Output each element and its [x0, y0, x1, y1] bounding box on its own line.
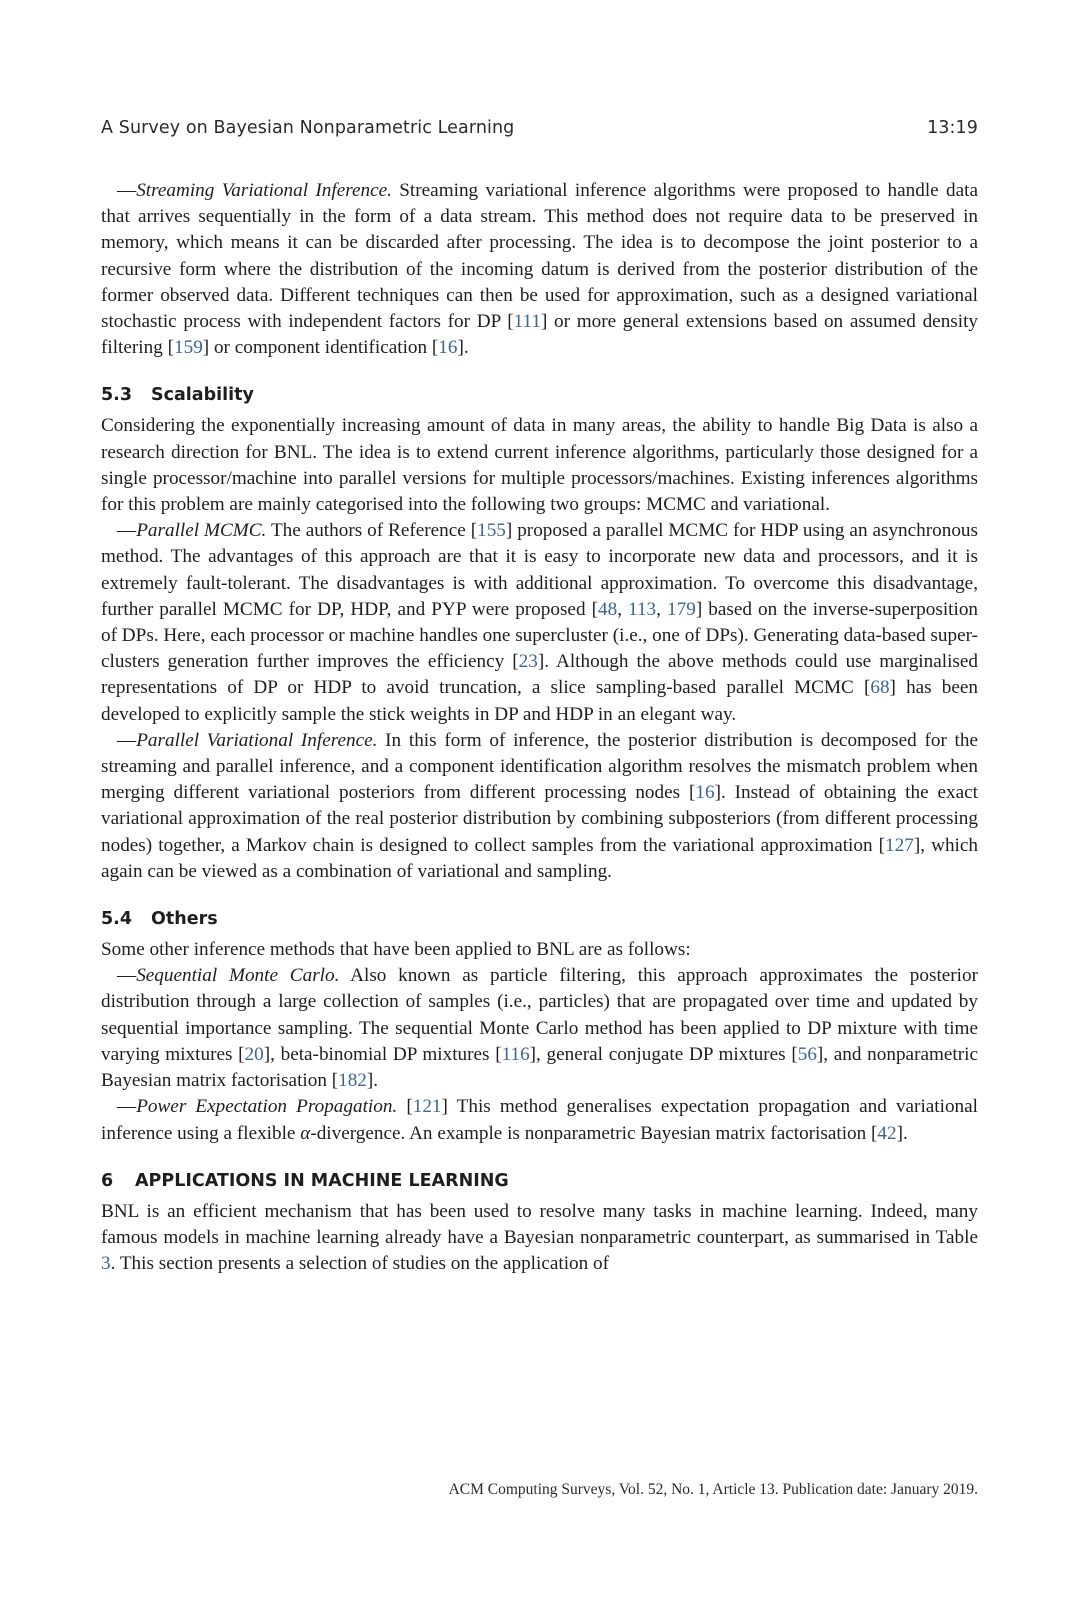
running-header	[101, 118, 978, 138]
citation-link[interactable]: 68	[870, 677, 890, 699]
streaming-vi-label: Streaming Variational Inference.	[136, 180, 392, 201]
table-reference-link[interactable]: 3	[101, 1253, 111, 1275]
citation-link[interactable]: 113	[628, 598, 657, 620]
applications-intro: BNL is an efficient mechanism that has been used to resolve many tasks in machine learning. Indeed, many famous models in machine learning already have a Bayesian nonparametric counterpart, as summarised in Table 3. This section presents a selection of studies on the application of	[101, 1200, 978, 1275]
citation-link[interactable]: 20	[244, 1043, 264, 1065]
citation-link[interactable]: 56	[797, 1043, 817, 1065]
citation-link[interactable]: 127	[885, 834, 914, 856]
citation-link[interactable]: 155	[477, 520, 506, 542]
citation-link[interactable]: 16	[438, 337, 458, 359]
scalability-intro: Considering the exponentially increasing amount of data in many areas, the ability to handle Big Data is also a research direction for BNL. The idea is to extend current inference algorithms, particularly those designed for a single processor/machine into parallel versions for multiple processors/machines. Existing inferences algorithms for this problem are mainly categorised into the following two groups: MCMC and variational.	[101, 415, 978, 516]
parallel-vi-paragraph: —Parallel Variational Inference. In this form of inference, the posterior distribution is decomposed for the streaming and parallel inference, and a component identification algorithm resolves the mismatch problem when merging different variational posteriors from different processing nodes [16]. Instead of obtaining the exact variational approximation of the real posterior distribution by combining subposteriors (from different processing nodes) together, a Markov chain is designed to collect samples from the variational approximation [127], which again can be viewed as a combination of variational and sampling.	[101, 729, 979, 882]
citation-link[interactable]: 48	[598, 598, 618, 620]
citation-link[interactable]: 159	[174, 337, 203, 359]
page-number: 13:19	[927, 118, 978, 138]
section-heading-5-3: 5.3 Scalability	[101, 385, 254, 406]
section-heading-5-4: 5.4 Others	[101, 909, 218, 930]
others-intro: Some other inference methods that have been applied to BNL are as follows:	[101, 939, 691, 961]
running-title: A Survey on Bayesian Nonparametric Learning	[101, 118, 515, 138]
parallel-mcmc-paragraph: —Parallel MCMC. The authors of Reference [155] proposed a parallel MCMC for HDP using an asynchronous method. The advantages of this approach are that it is easy to incorporate new data and processors, and it is extremely fault-tolerant. The disadvantages is with additional approximation. To overcome this disadvantage, further parallel MCMC for DP, HDP, and PYP were proposed [48, 113, 179] based on the inverse-superposition of DPs. Here, each processor or machine handles one supercluster (i.e., one of DPs). Generating data-based super-clusters generation further improves the efficiency [23]. Although the above methods could use marginalised representations of DP or HDP to avoid truncation, a slice sampling-based parallel MCMC [68] has been developed to explicitly sample the stick weights in DP and HDP in an elegant way.	[101, 520, 979, 725]
citation-link[interactable]: 16	[695, 782, 715, 804]
citation-link[interactable]: 116	[501, 1043, 530, 1065]
citation-link[interactable]: 179	[667, 598, 696, 620]
page-body	[101, 178, 978, 1277]
pep-paragraph: —Power Expectation Propagation. [121] This method generalises expectation propagation and variational inference using a flexible α-divergence. An example is nonparametric Bayesian matrix factorisation [42].	[101, 1096, 978, 1144]
citation-link[interactable]: 121	[412, 1096, 442, 1118]
citation-link[interactable]: 182	[338, 1070, 367, 1092]
smc-paragraph: —Sequential Monte Carlo. Also known as particle filtering, this approach approximates the posterior distribution through a large collection of samples (i.e., particles) that are propagated over time and updated by sequential importance sampling. The sequential Monte Carlo method has been applied to DP mixture with time varying mixtures [20], beta-binomial DP mixtures [116], general conjugate DP mixtures [56], and nonparametric Bayesian matrix factorisation [182].	[101, 965, 978, 1092]
alpha-symbol: α	[300, 1122, 311, 1144]
streaming-vi-paragraph: —Streaming Variational Inference. Streaming variational inference algorithms were proposed to handle data that arrives sequentially in the form of a data stream. This method does not require data to be preserved in memory, which means it can be discarded after processing. The idea is to decompose the joint posterior to a recursive form where the distribution of the incoming datum is derived from the posterior distribution of the former observed data. Different techniques can then be used for approximation, such as a designed variational stochastic process with independent factors for DP [111] or more general extensions based on assumed density filtering [159] or component identification [16].	[101, 180, 979, 359]
citation-link[interactable]: 111	[513, 311, 541, 333]
citation-link[interactable]: 42	[877, 1122, 897, 1144]
journal-footer: ACM Computing Surveys, Vol. 52, No. 1, Article 13. Publication date: January 2019.	[448, 1481, 978, 1498]
section-heading-6: 6 APPLICATIONS IN MACHINE LEARNING	[101, 1170, 509, 1191]
citation-link[interactable]: 23	[518, 651, 538, 673]
